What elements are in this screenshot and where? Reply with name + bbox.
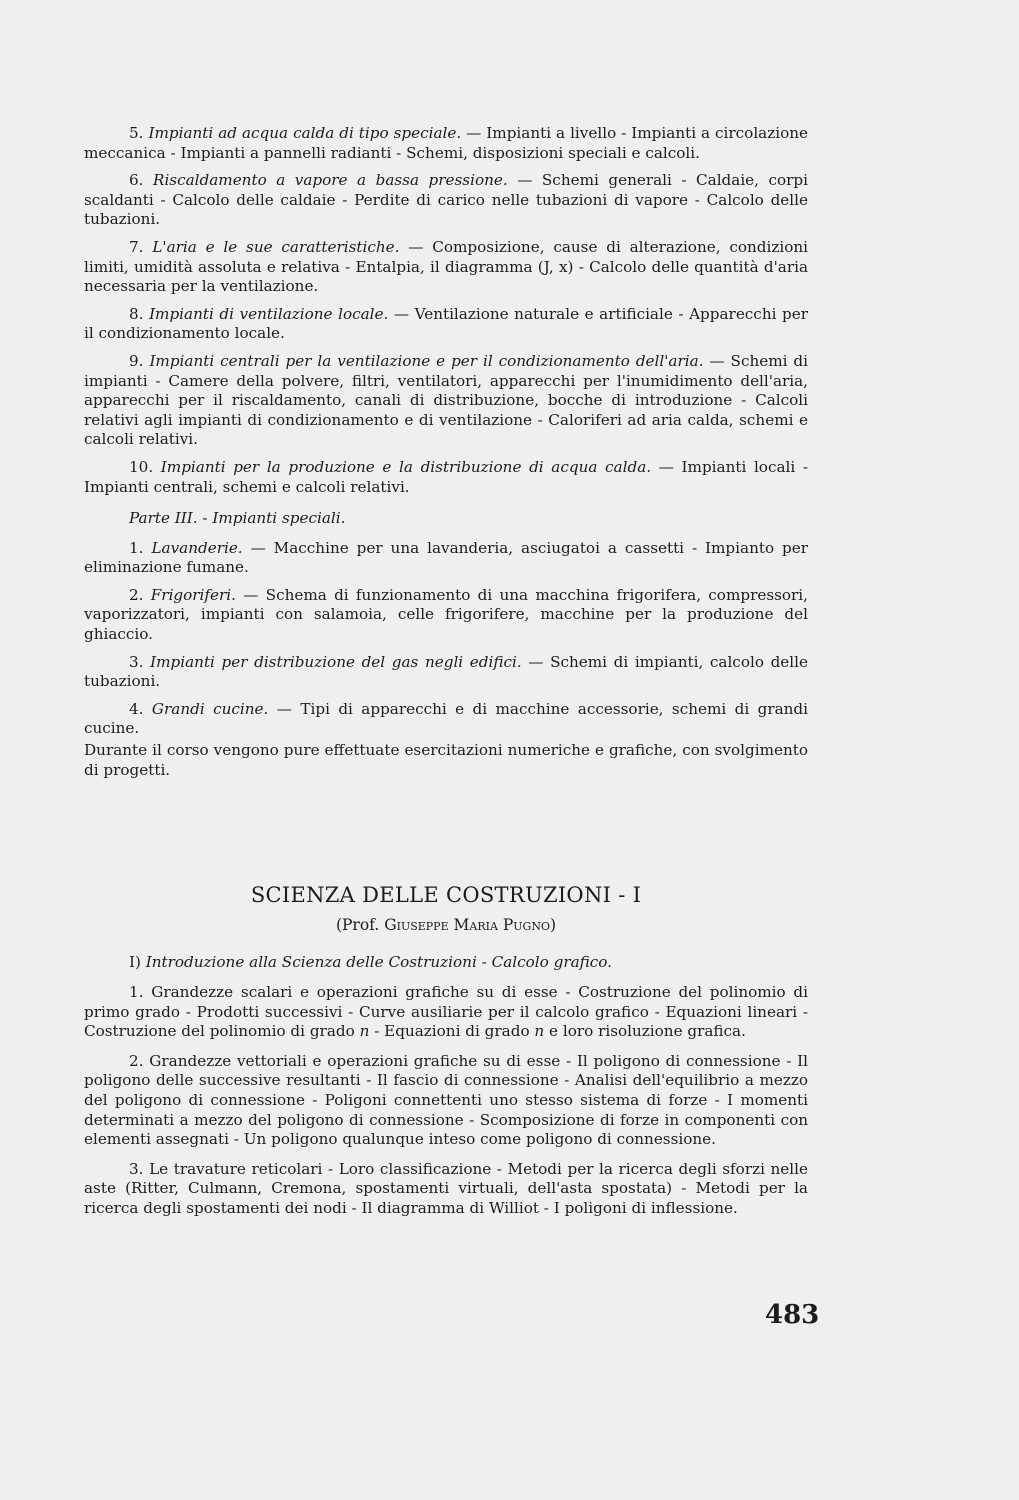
list-item: 9. Impianti centrali per la ventilazione e per il condizionamento dell'aria. — Schemi di impianti - Camere della polvere, filtri, ventilatori, apparecchi per l'inumidimento dell'aria, apparecchi per il riscaldamento, canali di distribuzione, bocche di introduzione - Calcoli relativi agli impianti di condizionamento e di ventilazione - Caloriferi ad aria calda, schemi e calcoli relativi. [84, 351, 808, 449]
list-item: 1. Lavanderie. — Macchine per una lavanderia, asciugatoi a cassetti - Impianto per eliminazione fumane. [84, 538, 808, 577]
professor-name: Giuseppe Maria Pugno [384, 915, 550, 934]
list-item: 10. Impianti per la produzione e la distribuzione di acqua calda. — Impianti locali - Impianti centrali, schemi e calcoli relativi. [84, 457, 808, 496]
professor-line: (Prof. Giuseppe Maria Pugno) [335, 915, 557, 934]
list-item: 5. Impianti ad acqua calda di tipo speciale. — Impianti a livello - Impianti a circolazione meccanica - Impianti a pannelli radianti - Schemi, disposizioni speciali e calcoli. [84, 124, 809, 162]
page-number: 483 [765, 1300, 820, 1330]
list-item: 7. L'aria e le sue caratteristiche. — Composizione, cause di alterazione, condizioni limiti, umidità assoluta e relativa - Entalpia, il diagramma (J, x) - Calcolo delle quantità d'aria necessaria per la ventilazione. [84, 237, 808, 296]
list-item: 4. Grandi cucine. — Tipi di apparecchi e di macchine accessorie, schemi di grandi cucine. [84, 699, 809, 738]
list-item: 1. Grandezze scalari e operazioni grafiche su di esse - Costruzione del polinomio di primo grado - Prodotti successivi - Curve ausiliarie per il calcolo grafico - Equazioni lineari - Costruzione del polinomio di grado n - Equazioni di grado n e loro risoluzione grafica. [84, 983, 808, 1041]
closing-paragraph: Durante il corso vengono pure effettuate esercitazioni numeriche e grafiche, con svolgimento di progetti. [84, 741, 808, 779]
list-item: 2. Frigoriferi. — Schema di funzionamento di una macchina frigorifera, compressori, vaporizzatori, impianti con salamoia, celle frigorifere, macchine per la produzione del ghiaccio. [84, 585, 808, 644]
subsection-heading: I) Introduzione alla Scienza delle Costruzioni - Calcolo grafico. [129, 953, 612, 972]
list-item: 2. Grandezze vettoriali e operazioni grafiche su di esse - Il poligono di connessione - Il poligono delle successive resultanti - Il fascio di connessione - Analisi dell'equilibrio a mezzo del poligono di connessione - Poligoni connettenti uno stesso sistema di forze - I momenti determinati a mezzo del poligono di connessione - Scomposizione di forze in componenti con elementi assegnati - Un poligono qualunque inteso come poligono di connessione. [84, 1051, 808, 1149]
page-content [84, 124, 808, 1227]
list-item: 3. Impianti per distribuzione del gas negli edifici. — Schemi di impianti, calcolo delle tubazioni. [84, 652, 808, 691]
section-title: SCIENZA DELLE COSTRUZIONI - I [250, 883, 642, 908]
list-item: 6. Riscaldamento a vapore a bassa pressione. — Schemi generali - Caldaie, corpi scaldanti - Calcolo delle caldaie - Perdite di carico nelle tubazioni di vapore - Calcolo delle tubazioni. [84, 171, 808, 229]
list-item: 8. Impianti di ventilazione locale. — Ventilazione naturale e artificiale - Apparecchi per il condizionamento locale. [84, 304, 808, 343]
part-heading: Parte III. - Impianti speciali. [129, 509, 346, 528]
list-item: 3. Le travature reticolari - Loro classificazione - Metodi per la ricerca degli sforzi nelle aste (Ritter, Culmann, Cremona, spostamenti virtuali, dell'asta spostata) - Metodi per la ricerca degli spostamenti dei nodi - Il diagramma di Williot - I poligoni di inflessione. [84, 1159, 808, 1217]
